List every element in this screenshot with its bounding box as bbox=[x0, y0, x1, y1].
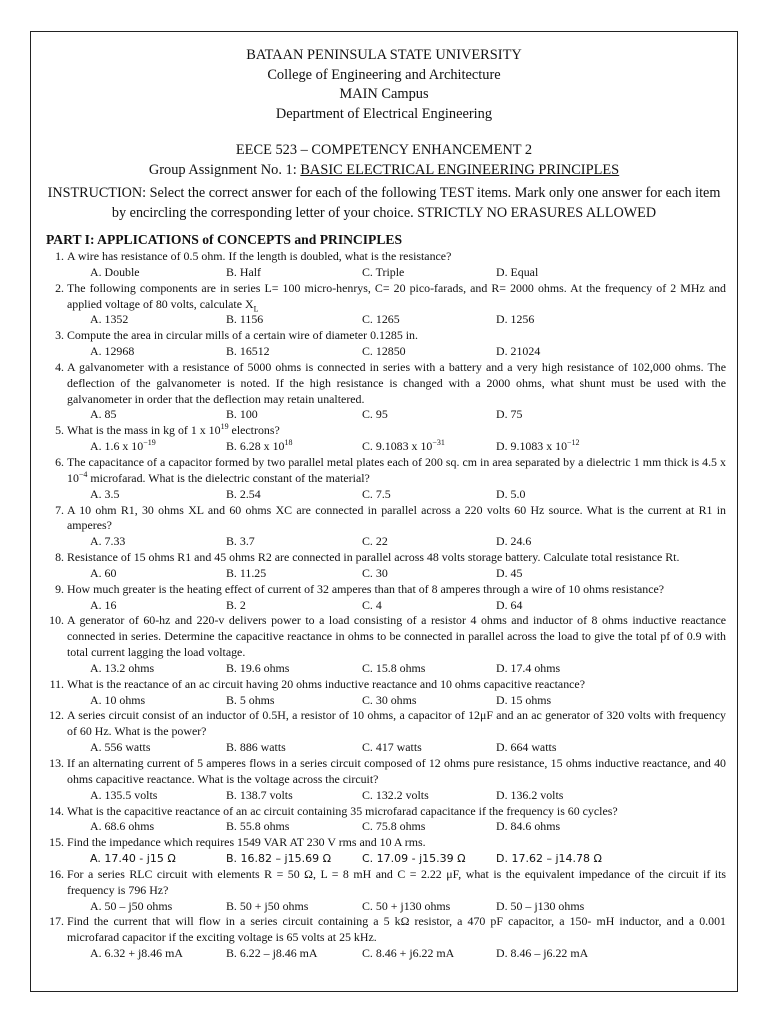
question-number: 7. bbox=[55, 502, 64, 517]
answer-choice-b[interactable]: B. 886 watts bbox=[226, 740, 286, 755]
answer-choice-d[interactable]: D. 75 bbox=[496, 407, 523, 422]
question-stem: A galvanometer with a resistance of 5000 ohms is connected in series with a battery and a very high resistance of 102,000 ohms. The deflection of the galvanometer is noted. If the high resistance is changed with a 2000 ohms, what shunt must be used with the galvanometer in order that the deflection may retain unaltered. bbox=[67, 359, 726, 406]
answer-choice-a[interactable]: A. 12968 bbox=[90, 344, 135, 359]
answer-choice-d[interactable]: D. 15 ohms bbox=[496, 692, 552, 707]
answer-choice-a[interactable]: A. 1.6 x $10^{-19}$ bbox=[90, 438, 156, 454]
question-stem: The capacitance of a capacitor formed by two parallel metal plates each of 200 sq. cm in area separated by a dielectric 1 mm thick is 4.5 x $10^{-4}$ microfarad. What is the dielectric constant of the material? bbox=[67, 454, 726, 485]
question-stem: How much greater is the heating effect of current of 32 amperes than that of 8 amperes through a wire of 10 ohms resistance? bbox=[67, 581, 665, 596]
question-number: 11. bbox=[49, 676, 64, 691]
question-number: 17. bbox=[49, 914, 64, 929]
assignment-prefix: Group Assignment No. 1: bbox=[148, 161, 301, 178]
question-item bbox=[40, 835, 726, 867]
question-stem: Resistance of 15 ohms R1 and 45 ohms R2 are connected in parallel across 48 volts storage battery. Calculate total resistance Rt. bbox=[67, 550, 680, 565]
question-number: 2. bbox=[55, 280, 64, 295]
answer-choices bbox=[67, 661, 726, 677]
answer-choice-b[interactable]: B. Half bbox=[226, 264, 262, 279]
answer-choice-c[interactable]: C. 7.5 bbox=[362, 486, 391, 501]
answer-choice-a[interactable]: A. 1352 bbox=[90, 312, 129, 327]
answer-choices bbox=[67, 407, 726, 423]
question-item bbox=[40, 677, 726, 709]
answer-choice-b[interactable]: B. 50 + j50 ohms bbox=[226, 898, 309, 913]
answer-choice-b[interactable]: B. 1156 bbox=[226, 312, 264, 327]
question-item bbox=[40, 708, 726, 756]
answer-choice-a[interactable]: A. 85 bbox=[90, 407, 117, 422]
answer-choices bbox=[67, 740, 726, 756]
question-item bbox=[40, 423, 726, 455]
superscript: 19 bbox=[220, 422, 229, 432]
answer-choice-c[interactable]: C. 75.8 ohms bbox=[362, 819, 426, 834]
answer-choice-d[interactable]: D. 8.46 – j6.22 mA bbox=[496, 946, 589, 961]
university-name: BATAAN PENINSULA STATE UNIVERSITY bbox=[246, 47, 522, 63]
question-number: 14. bbox=[49, 803, 64, 818]
answer-choice-b[interactable]: B. 16.82 – j15.69 Ω bbox=[226, 852, 331, 866]
question-stem: A series circuit consist of an inductor of 0.5H, a resistor of 10 ohms, a capacitor of 12μF and an ac generator of 320 volts with frequency of 60 Hz. What is the power? bbox=[67, 708, 726, 739]
answer-choice-c[interactable]: C. 95 bbox=[362, 407, 388, 422]
question-item bbox=[40, 550, 726, 582]
question-stem: If an alternating current of 5 amperes flows in a series circuit composed of 12 ohms pure resistance, 15 ohms inductive reactance, and 40 ohms capacitive reactance. What is the voltage across the circuit? bbox=[67, 756, 726, 786]
question-item bbox=[40, 756, 726, 804]
answer-choice-d[interactable]: D. Equal bbox=[496, 264, 539, 279]
question-stem: What is the reactance of an ac circuit having 20 ohms inductive reactance and 10 ohms capacitive reactance? bbox=[67, 676, 585, 691]
question-item bbox=[40, 455, 726, 503]
answer-choice-b[interactable]: B. 11.25 bbox=[226, 565, 267, 580]
assignment-title: BASIC ELECTRICAL ENGINEERING PRINCIPLES bbox=[300, 161, 620, 178]
answer-choice-d[interactable]: D. 84.6 ohms bbox=[496, 819, 561, 834]
answer-choices bbox=[67, 566, 726, 582]
question-item bbox=[40, 613, 726, 676]
question-number: 13. bbox=[49, 756, 64, 770]
answer-choices bbox=[67, 598, 726, 614]
answer-choice-a[interactable]: A. Double bbox=[90, 264, 140, 279]
answer-choice-d[interactable]: D. 21024 bbox=[496, 344, 541, 359]
question-stem: For a series RLC circuit with elements R = 50 Ω, L = 8 mH and C = 2.22 μF, what is the equivalent impedance of the circuit if its frequency is 796 Hz? bbox=[67, 866, 726, 897]
question-number: 1. bbox=[55, 249, 64, 263]
answer-choices bbox=[67, 344, 726, 360]
answer-choice-d[interactable]: D. 5.0 bbox=[496, 486, 526, 501]
superscript: −19 bbox=[143, 438, 156, 448]
answer-choice-a[interactable]: A. 135.5 volts bbox=[90, 787, 158, 802]
department-name: Department of Electrical Engineering bbox=[275, 105, 493, 122]
question-stem: Compute the area in circular mills of a certain wire of diameter 0.1285 in. bbox=[67, 328, 418, 343]
course-title: EECE 523 – COMPETENCY ENHANCEMENT 2 bbox=[235, 142, 533, 159]
answer-choice-d[interactable]: D. 136.2 volts bbox=[496, 787, 564, 802]
answer-choice-c[interactable]: C. 8.46 + j6.22 mA bbox=[362, 946, 455, 961]
answer-choice-a[interactable]: A. 68.6 ohms bbox=[90, 819, 155, 834]
answer-choice-d[interactable]: D. 9.1083 x $10^{-12}$ bbox=[496, 438, 580, 454]
question-number: 15. bbox=[49, 835, 64, 850]
question-item bbox=[40, 360, 726, 423]
question-item bbox=[40, 804, 726, 836]
question-item bbox=[40, 281, 726, 329]
answer-choice-a[interactable]: A. 16 bbox=[90, 597, 117, 612]
answer-choice-b[interactable]: B. 55.8 ohms bbox=[226, 819, 290, 834]
question-item bbox=[40, 582, 726, 614]
answer-choice-b[interactable]: B. 6.28 x $10^{18}$ bbox=[226, 438, 293, 454]
answer-choice-d[interactable]: D. 50 – j130 ohms bbox=[496, 898, 585, 913]
answer-choice-a[interactable]: A. 7.33 bbox=[90, 534, 126, 549]
superscript: 18 bbox=[284, 438, 293, 448]
answer-choices bbox=[67, 265, 726, 281]
college-name: College of Engineering and Architecture bbox=[267, 66, 501, 83]
answer-choice-d[interactable]: D. 64 bbox=[496, 597, 523, 612]
question-item bbox=[40, 249, 726, 281]
answer-choice-c[interactable]: C. 1265 bbox=[362, 312, 400, 327]
question-number: 9. bbox=[55, 581, 64, 596]
answer-choice-c[interactable]: C. 417 watts bbox=[362, 740, 422, 755]
answer-choice-a[interactable]: A. 13.2 ohms bbox=[90, 660, 155, 675]
answer-choice-c[interactable]: C. 22 bbox=[362, 534, 388, 549]
answer-choice-b[interactable]: B. 19.6 ohms bbox=[226, 660, 290, 675]
answer-choices bbox=[67, 487, 726, 503]
superscript: −12 bbox=[567, 438, 580, 448]
question-number: 5. bbox=[55, 423, 64, 438]
answer-choice-a[interactable]: A. 10 ohms bbox=[90, 692, 146, 707]
question-number: 16. bbox=[49, 866, 64, 881]
question-list bbox=[40, 249, 726, 962]
superscript: −31 bbox=[432, 438, 445, 448]
answer-choice-a[interactable]: A. 60 bbox=[90, 565, 117, 580]
question-stem: What is the mass in kg of 1 x $10^{19}$ electrons? bbox=[67, 422, 280, 438]
answer-choice-c[interactable]: C. 4 bbox=[362, 597, 382, 612]
answer-choice-c[interactable]: C. 15.8 ohms bbox=[362, 660, 426, 675]
question-number: 8. bbox=[55, 550, 64, 565]
answer-choice-b[interactable]: B. 16512 bbox=[226, 344, 270, 359]
answer-choice-a[interactable]: A. 556 watts bbox=[90, 740, 151, 755]
question-stem: Find the current that will flow in a series circuit containing a 5 kΩ resistor, a 470 pF capacitor, a 150- mH inductor, and a 0.001 microfarad capacitor if the exciting voltage is 65 volts at 25 kHz. bbox=[67, 914, 726, 945]
answer-choice-c[interactable]: C. 30 ohms bbox=[362, 692, 417, 707]
answer-choice-c[interactable]: C. 30 bbox=[362, 565, 388, 580]
question-number: 10. bbox=[49, 613, 64, 628]
instruction-text: INSTRUCTION: Select the correct answer for each of the following TEST items. Mark only one answer for each item by encircling the corresponding letter of your choice. STRICTLY NO ERASURES ALLOWED bbox=[47, 185, 721, 221]
subscript: L bbox=[253, 303, 259, 313]
answer-choice-d[interactable]: D. 45 bbox=[496, 565, 523, 580]
answer-choices bbox=[67, 788, 726, 804]
answer-choice-d[interactable]: D. 1256 bbox=[496, 312, 535, 327]
question-item bbox=[40, 328, 726, 360]
answer-choices bbox=[67, 851, 726, 867]
answer-choice-a[interactable]: A. 6.32 + j8.46 mA bbox=[90, 946, 183, 961]
answer-choices bbox=[67, 534, 726, 550]
answer-choice-c[interactable]: C. 12850 bbox=[362, 344, 406, 359]
answer-choice-b[interactable]: B. 138.7 volts bbox=[226, 787, 293, 802]
answer-choices bbox=[67, 946, 726, 962]
answer-choices bbox=[67, 693, 726, 709]
campus-name: MAIN Campus bbox=[339, 86, 429, 103]
answer-choices bbox=[67, 899, 726, 915]
question-stem: A 10 ohm R1, 30 ohms XL and 60 ohms XC are connected in parallel across a 220 volts 60 Hz source. What is the current at R1 in amperes? bbox=[67, 502, 726, 533]
answer-choice-b[interactable]: B. 2 bbox=[226, 597, 246, 612]
question-number: 12. bbox=[49, 708, 64, 723]
question-item bbox=[40, 914, 726, 962]
answer-choice-c[interactable]: C. 9.1083 x $10^{-31}$ bbox=[362, 438, 445, 454]
answer-choice-d[interactable]: D. 24.6 bbox=[496, 534, 532, 549]
question-stem: A generator of 60-hz and 220-v delivers power to a load consisting of a resistor 4 ohms and inductor of 8 ohms inductive reactance connected in series. Determine the capacitive reactance in ohms to be connected in parallel across the load to give the total pf of 0.9 with total current lagging the load voltage. bbox=[67, 613, 726, 660]
answer-choice-c[interactable]: C. Triple bbox=[362, 264, 405, 279]
document-header bbox=[30, 46, 738, 181]
answer-choice-a[interactable]: A. 3.5 bbox=[90, 486, 120, 501]
question-number: 3. bbox=[55, 328, 64, 343]
answer-choice-b[interactable]: B. 100 bbox=[226, 407, 258, 422]
answer-choices bbox=[67, 312, 726, 328]
part-title: PART I: APPLICATIONS of CONCEPTS and PRINCIPLES bbox=[46, 232, 403, 247]
answer-choices bbox=[67, 819, 726, 835]
assignment-line bbox=[30, 161, 738, 181]
answer-choice-b[interactable]: B. 6.22 – j8.46 mA bbox=[226, 946, 318, 961]
answer-choice-c[interactable]: C. 132.2 volts bbox=[362, 787, 429, 802]
answer-choice-b[interactable]: B. 3.7 bbox=[226, 534, 255, 549]
question-item bbox=[40, 503, 726, 551]
question-stem: What is the capacitive reactance of an ac circuit containing 35 microfarad capacitance if the frequency is 60 cycles? bbox=[67, 803, 618, 818]
answer-choice-d[interactable]: D. 17.4 ohms bbox=[496, 660, 561, 675]
question-stem: The following components are in series L= 100 micro-henrys, C= 20 pico-farads, and R= 2000 ohms. At the frequency of 2 MHz and applied voltage of 80 volts, calculate $X_L$ bbox=[67, 280, 726, 313]
answer-choice-a[interactable]: A. 50 – j50 ohms bbox=[90, 898, 173, 913]
answer-choice-c[interactable]: C. 17.09 - j15.39 Ω bbox=[362, 852, 466, 866]
question-number: 4. bbox=[55, 359, 64, 374]
answer-choice-d[interactable]: D. 664 watts bbox=[496, 740, 557, 755]
question-item bbox=[40, 867, 726, 915]
answer-choices bbox=[67, 439, 726, 455]
question-number: 6. bbox=[55, 454, 64, 469]
superscript: −4 bbox=[78, 469, 88, 479]
answer-choice-d[interactable]: D. 17.62 – j14.78 Ω bbox=[496, 852, 602, 866]
answer-choice-a[interactable]: A. 17.40 - j15 Ω bbox=[90, 852, 176, 866]
answer-choice-b[interactable]: B. 2.54 bbox=[226, 486, 261, 501]
answer-choice-c[interactable]: C. 50 + j130 ohms bbox=[362, 898, 451, 913]
answer-choice-b[interactable]: B. 5 ohms bbox=[226, 692, 275, 707]
question-stem: Find the impedance which requires 1549 VAR AT 230 V rms and 10 A rms. bbox=[67, 835, 426, 850]
question-stem: A wire has resistance of 0.5 ohm. If the length is doubled, what is the resistance? bbox=[67, 249, 452, 263]
